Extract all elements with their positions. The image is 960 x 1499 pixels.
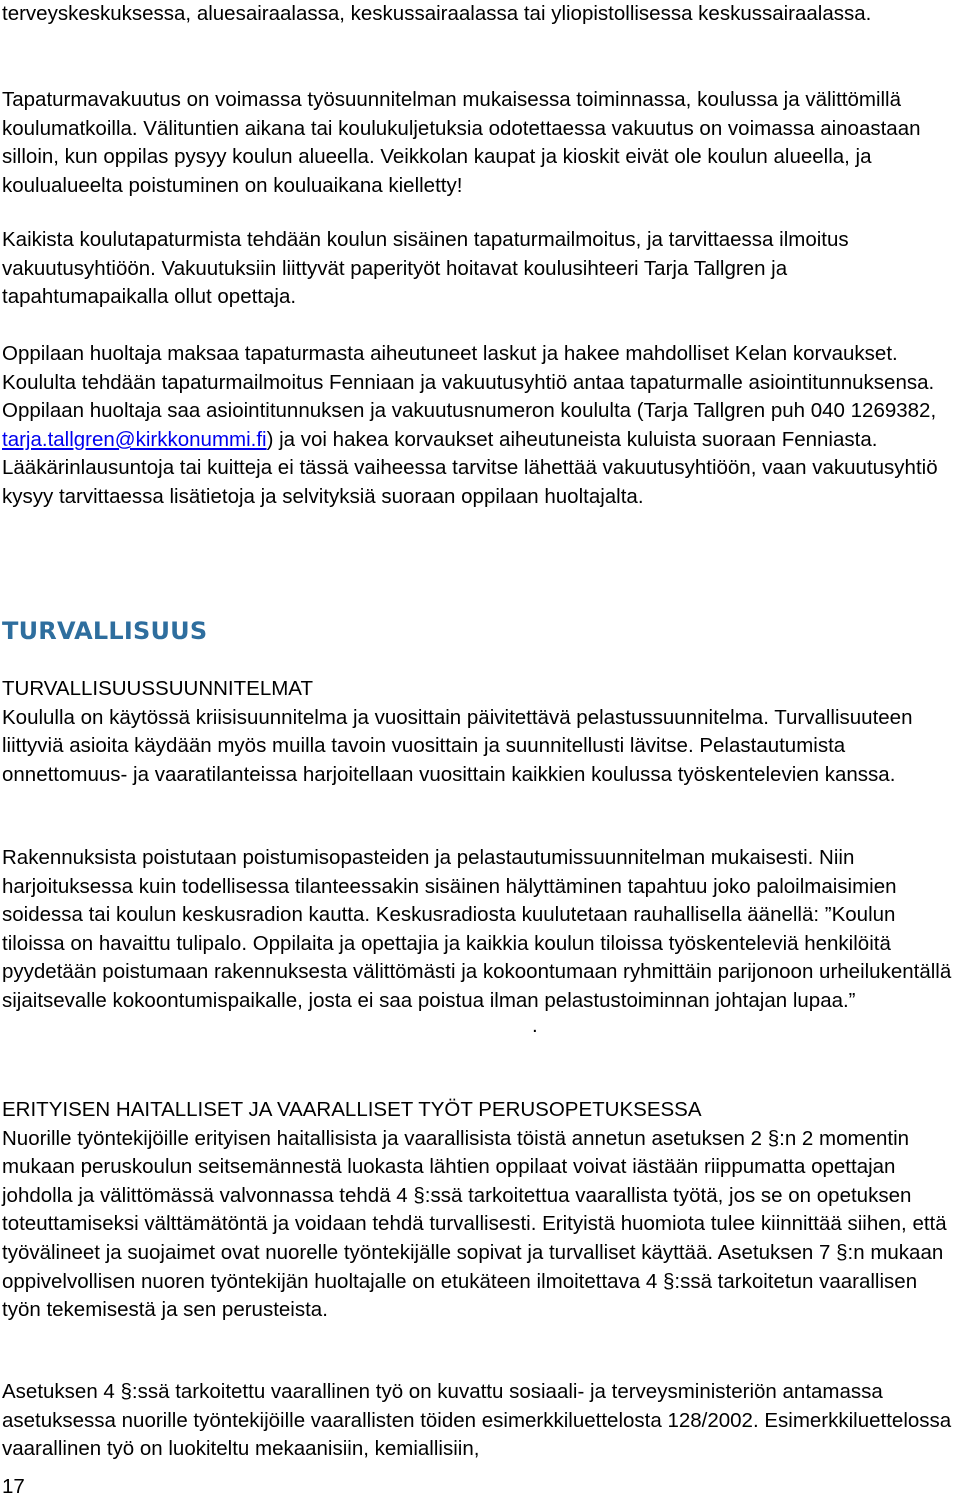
- safety-plans-text: Koululla on käytössä kriisisuunnitelma ja vuosittain päivitettävä pelastussuunnitelma. Turvallisuuteen liittyviä asioita käydään myös muilla tavoin vuosittain ja suunnitellusti lävitse. Pelastautumista onnettomuus- ja vaaratilanteissa harjoitellaan vuosittain kaikkien koulussa työskentelevien kanssa.: [2, 705, 913, 786]
- paragraph-guardian-payment: [2, 340, 958, 512]
- paragraph-guardian-payment-text: [2, 340, 958, 512]
- paragraph-accident-reports: [2, 226, 958, 312]
- paragraph-safety-plans: [2, 675, 958, 789]
- paragraph-evacuation: [2, 844, 958, 1036]
- paragraph-healthcare-text: terveyskeskuksessa, aluesairaalassa, keskussairaalassa tai yliopistollisessa keskussairaalassa.: [2, 2, 872, 25]
- hazardous-work-title: ERITYISEN HAITALLISET JA VAARALLISET TYÖT PERUSOPETUKSESSA: [2, 1098, 702, 1121]
- paragraph-hazardous-work: [2, 1096, 958, 1325]
- paragraph-accident-insurance: [2, 86, 958, 200]
- evacuation-dot: .: [532, 1013, 538, 1037]
- safety-plans-title: TURVALLISUUSSUUNNITELMAT: [2, 677, 313, 700]
- paragraph-accident-reports-text: Kaikista koulutapaturmista tehdään koulun sisäinen tapaturmailmoitus, ja tarvittaessa ilmoitus vakuutusyhtiöön. Vakuutuksiin liittyvät paperityöt hoitavat koulusihteeri Tarja Tallgren ja tapahtumapaikalla ollut opettaja.: [2, 228, 849, 309]
- guardian-text-after-link: ) ja voi hakea korvaukset aiheutuneista kuluista suoraan Fenniasta. Lääkärinlausuntoja tai kuitteja ei tässä vaiheessa tarvitse lähettää vakuutusyhtiöön, vaan vakuutusyhtiö kysyy tarvittaessa lisätietoja ja selvityksiä suoraan oppilaan huoltajalta.: [2, 427, 938, 508]
- email-link[interactable]: tarja.tallgren@kirkkonummi.fi: [2, 427, 267, 451]
- page-number: 17: [2, 1475, 25, 1498]
- paragraph-accident-insurance-text: Tapaturmavakuutus on voimassa työsuunnitelman mukaisessa toiminnassa, koulussa ja välittömillä koulumatkoilla. Välituntien aikana tai koulukuljetuksia odotettaessa vakuutus on voimassa ainoastaan silloin, kun oppilas pysyy koulun alueella. Veikkolan kaupat ja kioskit eivät ole koulun alueella, ja koulualueelta poistuminen on kouluaikana kielletty!: [2, 88, 921, 197]
- decree-text: Asetuksen 4 §:ssä tarkoitettu vaarallinen työ on kuvattu sosiaali- ja terveysministeriön antamassa asetuksessa nuorille työntekijöille vaarallisten töiden esimerkkiluettelosta 128/2002. Esimerkkiluettelossa vaarallinen työ on luokiteltu mekaanisiin, kemiallisiin,: [2, 1380, 952, 1461]
- evacuation-text: Rakennuksista poistutaan poistumisopasteiden ja pelastautumissuunnitelman mukaisesti. Niin harjoituksessa kuin todellisessa tilanteessakin sisäinen hälyttäminen tapahtuu joko paloilmaisimien soidessa tai koulun keskusradion kautta. Keskusradiosta kuulutetaan rauhallisella äänellä: ”Koulun tiloissa on havaittu tulipalo. Oppilaita ja opettajia ja kaikkia koulun tiloissa työskenteleviä henkilöitä pyydetään poistumaan rakennuksesta välittömästi ja kokoontumaan ryhmittäin parijonoon urheilukentällä sijaitsevalle kokoontumispaikalle, josta ei saa poistua ilman pelastustoiminnan johtajan lupaa.”: [2, 846, 952, 1012]
- paragraph-healthcare: [2, 0, 958, 29]
- guardian-text-before-link: Oppilaan huoltaja maksaa tapaturmasta aiheutuneet laskut ja hakee mahdolliset Kelan korvaukset. Koululta tehdään tapaturmailmoitus Fenniaan ja vakuutusyhtiö antaa tapaturmalle asiointitunnuksensa. Oppilaan huoltaja saa asiointitunnuksen ja vakuutusnumeron koululta (Tarja Tallgren puh 040 1269382,: [2, 342, 937, 423]
- hazardous-work-text: Nuorille työntekijöille erityisen haitallisista ja vaarallisista töistä annetun asetuksen 2 §:n 2 momentin mukaan peruskoulun seitsemännestä luokasta lähtien oppilaat voivat iästään riippumatta opettajan johdolla ja välittömässä valvonnassa tehdä 4 §:ssä tarkoitettua vaarallista työtä, jos se on opetuksen toteuttamiseksi välttämätöntä ja voidaan tehdä turvallisesti. Erityistä huomiota tulee kiinnittää siihen, että työvälineet ja suojaimet ovat nuorelle työntekijälle sopivat ja turvalliset käyttää. Asetuksen 7 §:n mukaan oppivelvollisen nuoren työntekijän huoltajalle on etukäteen ilmoitettava 4 §:ssä tarkoitetun vaarallisen työn tekemisestä ja sen perusteista.: [2, 1126, 947, 1322]
- paragraph-decree: [2, 1378, 958, 1464]
- section-heading-safety: TURVALLISUUS: [2, 617, 208, 645]
